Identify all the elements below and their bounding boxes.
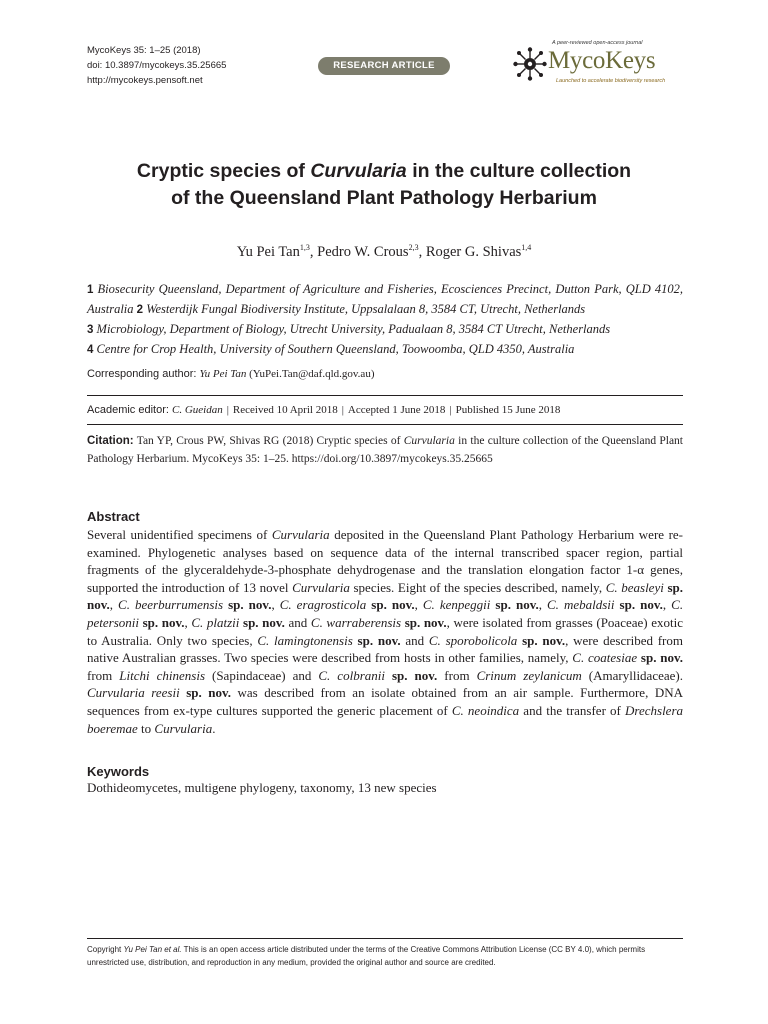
divider <box>87 424 683 425</box>
article-title: Cryptic species of Curvularia in the culture collection of the Queensland Plant Pathology Herbarium <box>136 160 632 209</box>
corresponding-email[interactable]: (YuPei.Tan@daf.qld.gov.au) <box>249 368 375 380</box>
keywords-heading: Keywords <box>87 764 150 779</box>
author-list: Yu Pei Tan$^{1,3}$, Pedro W. Crous$^{2,3}$, Roger G. Shivas$^{1,4}$ <box>236 243 532 260</box>
doi-line[interactable]: doi: 10.3897/mycokeys.35.25665 <box>87 60 227 71</box>
affiliations: 1 Biosecurity Queensland, Department of Agriculture and Fisheries, Ecosciences Precinct, Dutton Park, QLD 4102, Australia 2 Westerdijk Fungal Biodiversity Institute, Uppsalalaan 8, 3584 CT, Utrecht, Netherlands 3 Microbiology, Department of Biology, Utrecht University, Padualaan 8, 3584 CT Utrecht, Netherlands 4 Centre for Crop Health, University of Southern Queensland, Toowoomba, QLD 4350, Australia <box>87 282 684 356</box>
logo-wordmark: MycoKeys <box>548 47 656 74</box>
divider <box>87 395 683 396</box>
footer-divider <box>87 938 683 939</box>
article-type-badge: RESEARCH ARTICLE <box>318 57 450 75</box>
editorial-info: Academic editor: C. Gueidan | Received 10 April 2018 | Accepted 1 June 2018 | Published 15 June 2018 <box>87 404 561 416</box>
corresponding-author: Corresponding author: Yu Pei Tan (YuPei.Tan@daf.qld.gov.au) <box>87 368 375 380</box>
logo-subtitle: Launched to accelerate biodiversity research <box>556 78 666 84</box>
abstract-heading: Abstract <box>87 509 140 524</box>
author-name: Yu Pei Tan <box>236 243 300 260</box>
journal-url[interactable]: http://mycokeys.pensoft.net <box>87 75 203 86</box>
copyright-notice: Copyright Yu Pei Tan et al. This is an open access article distributed under the terms of the Creative Commons Attribution License (CC BY 4.0), which permits unrestricted use, distribution, and reproduction in any medium, provided the original author and source are credited. <box>87 945 646 967</box>
keywords-list: Dothideomycetes, multigene phylogeny, taxonomy, 13 new species <box>87 780 437 795</box>
fungus-logo-icon <box>512 46 548 82</box>
mycokeys-logo[interactable] <box>512 40 684 90</box>
citation: Citation: Tan YP, Crous PW, Shivas RG (2018) Cryptic species of Curvularia in the culture collection of the Queensland Plant Pathology Herbarium. MycoKeys 35: 1–25. https://doi.org/10.3897/mycokeys.35.25665 <box>87 435 683 465</box>
author-name: Pedro W. Crous <box>317 243 409 260</box>
abstract-body: Several unidentified specimens of Curvularia deposited in the Queensland Plant Pathology Herbarium were re-examined. Phylogenetic analyses based on sequence data of the internal transcribed spacer region, partial fragments of the glyceraldehyde-3-phosphate dehydrogenase and the translation elongation factor 1-α genes, supported the introduction of 13 novel Curvularia species. Eight of the species described, namely, C. beasleyi sp. nov., C. beerburrumensis sp. nov., C. eragrosticola sp. nov., C. kenpeggii sp. nov., C. mebaldsii sp. nov., C. petersonii sp. nov., C. platzii sp. nov. and C. warraberensis sp. nov., were isolated from grasses (Poaceae) exotic to Australia. Only two species, C. lamingtonensis sp. nov. and C. sporobolicola sp. nov., were described from native Australian grasses. Two species were described from hosts in other families, namely, C. coatesiae sp. nov. from Litchi chinensis (Sapindaceae) and C. colbranii sp. nov. from Crinum zeylanicum (Amaryllidaceae). Curvularia reesii sp. nov. was described from an isolate obtained from an air sample. Furthermore, DNA sequences from ex-type cultures supported the generic placement of C. neoindica and the transfer of Drechslera boeremae to Curvularia. <box>87 527 684 736</box>
logo-tagline: A peer-reviewed open-access journal <box>552 40 643 46</box>
journal-volume-line: MycoKeys 35: 1–25 (2018) <box>87 45 201 56</box>
author-name: Roger G. Shivas <box>425 243 522 260</box>
